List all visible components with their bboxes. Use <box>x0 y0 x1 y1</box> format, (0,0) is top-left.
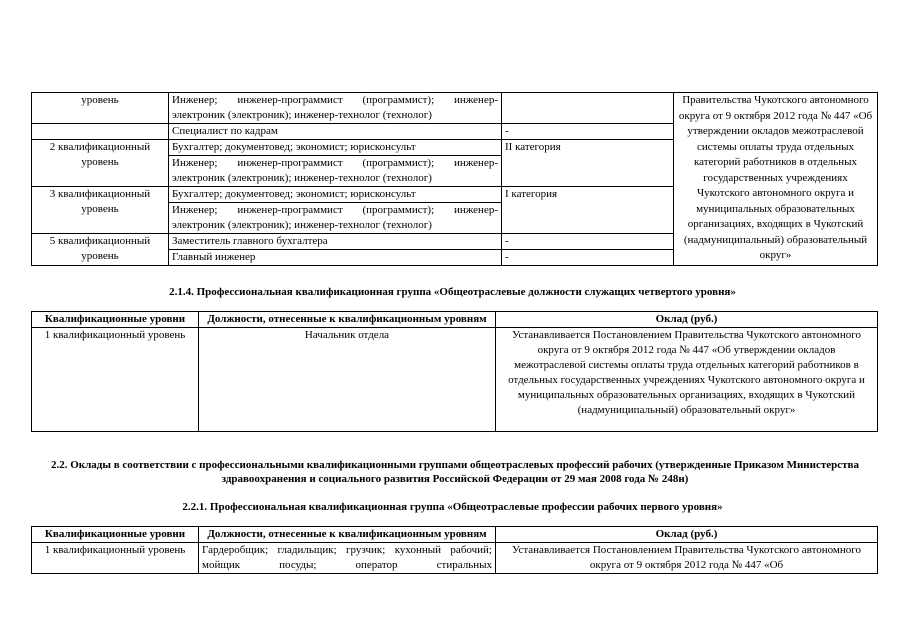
section-heading-2-1-4: 2.1.4. Профессиональная квалификационная группа «Общеотраслевые должности служащих четвертого уровня» <box>169 286 736 298</box>
column-header: Квалификационные уровни <box>32 312 199 328</box>
category-cell: II категория <box>502 140 674 187</box>
category-cell <box>502 93 674 124</box>
table-workers-group-1 <box>31 526 878 574</box>
level-cell <box>32 124 169 140</box>
category-cell: - <box>502 124 674 140</box>
column-header: Квалификационные уровни <box>32 527 199 543</box>
table-continuation <box>31 92 878 266</box>
position-cell: Специалист по кадрам <box>169 124 502 140</box>
position-cell: Инженер; инженер-программист (программист); инженер-электроник (электроник); инженер-технолог (технолог) <box>169 93 502 124</box>
table-row <box>32 93 878 124</box>
position-cell: Бухгалтер; документовед; экономист; юрисконсульт <box>169 140 502 156</box>
section-heading-2-2: 2.2. Оклады в соответствии с профессиональными квалификационными группами общеотраслевых профессий рабочих (утвержденные Приказом Министерства здравоохранения и социального развития Российской Федерации от 29 мая 2008 года № 248н) <box>50 459 859 485</box>
position-cell: Заместитель главного бухгалтера <box>169 234 502 250</box>
table-row <box>32 543 878 574</box>
category-cell: I категория <box>502 187 674 234</box>
position-cell: Начальник отдела <box>199 328 496 432</box>
level-cell: 5 квалификационный уровень <box>32 234 169 266</box>
level-cell: 3 квалификационный уровень <box>32 187 169 234</box>
salary-cell: Устанавливается Постановлением Правительства Чукотского автономного округа от 9 октября 2012 года № 447 «Об <box>496 543 878 574</box>
column-header: Должности, отнесенные к квалификационным уровням <box>199 312 496 328</box>
table-header-row <box>32 312 878 328</box>
level-cell: 1 квалификационный уровень <box>32 328 199 432</box>
column-header: Оклад (руб.) <box>496 527 878 543</box>
position-cell: Инженер; инженер-программист (программист); инженер-электроник (электроник); инженер-технолог (технолог) <box>169 156 502 187</box>
position-cell: Бухгалтер; документовед; экономист; юрисконсульт <box>169 187 502 203</box>
position-cell: Инженер; инженер-программист (программист); инженер-электроник (электроник); инженер-технолог (технолог) <box>169 203 502 234</box>
section-heading-2-2-1: 2.2.1. Профессиональная квалификационная группа «Общеотраслевые профессии рабочих первого уровня» <box>182 501 723 513</box>
level-cell: 1 квалификационный уровень <box>32 543 199 574</box>
table-row <box>32 328 878 432</box>
column-header: Должности, отнесенные к квалификационным уровням <box>199 527 496 543</box>
salary-cell: Правительства Чукотского автономного округа от 9 октября 2012 года № 447 «Об утверждении окладов межотраслевой системы оплаты труда отдельных категорий работников в отдельных государственных учреждениях Чукотского автономного округа и муниципальных образовательных организациях, входящих в Чукотский (надмуниципальный) образовательный округ» <box>674 93 878 266</box>
table-header-row <box>32 527 878 543</box>
salary-cell: Устанавливается Постановлением Правительства Чукотского автономного округа от 9 октября 2012 года № 447 «Об утверждении окладов межотраслевой системы оплаты труда отдельных категорий работников в отдельных государственных учреждениях Чукотского автономного округа и муниципальных образовательных организациях, входящих в Чукотский (надмуниципальный) образовательный округ» <box>496 328 878 432</box>
column-header: Оклад (руб.) <box>496 312 878 328</box>
level-cell: уровень <box>32 93 169 124</box>
level-cell: 2 квалификационный уровень <box>32 140 169 187</box>
position-cell: Гардеробщик; гладильщик; грузчик; кухонный рабочий; мойщик посуды; оператор стиральных <box>199 543 496 574</box>
category-cell: - <box>502 250 674 266</box>
category-cell: - <box>502 234 674 250</box>
position-cell: Главный инженер <box>169 250 502 266</box>
table-group-4 <box>31 311 878 432</box>
